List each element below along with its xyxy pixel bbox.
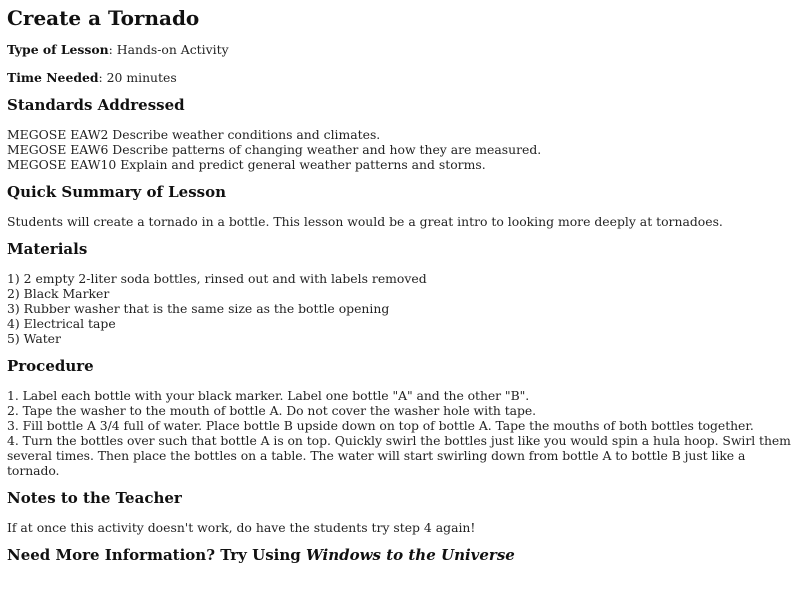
standard-item: MEGOSE EAW10 Explain and predict general weather patterns and storms. [7, 157, 486, 172]
time-needed-value: : 20 minutes [98, 70, 177, 85]
standards-list [7, 127, 793, 172]
summary-text: Students will create a tornado in a bottle. This lesson would be a great intro to looking more deeply at tornadoes. [7, 214, 723, 229]
more-info-prefix: Need More Information? Try Using [7, 546, 306, 564]
windows-to-the-universe-link[interactable]: Windows to the Universe [305, 546, 515, 564]
lesson-page [0, 6, 800, 565]
standard-item: MEGOSE EAW6 Describe patterns of changing weather and how they are measured. [7, 142, 542, 157]
material-item: 4) Electrical tape [7, 316, 116, 331]
notes-heading: Notes to the Teacher [7, 489, 182, 507]
standard-item: MEGOSE EAW2 Describe weather conditions and climates. [7, 127, 381, 142]
procedure-step: 3. Fill bottle A 3/4 full of water. Place bottle B upside down on top of bottle A. Tape the mouths of both bottles together. [7, 418, 754, 433]
material-item: 2) Black Marker [7, 286, 110, 301]
materials-heading: Materials [7, 240, 88, 258]
standards-heading: Standards Addressed [7, 96, 185, 114]
type-of-lesson [7, 42, 793, 57]
material-item: 3) Rubber washer that is the same size as the bottle opening [7, 301, 390, 316]
page-title: Create a Tornado [7, 6, 200, 30]
procedure-step: 2. Tape the washer to the mouth of bottle A. Do not cover the washer hole with tape. [7, 403, 537, 418]
type-of-lesson-value: : Hands-on Activity [108, 42, 229, 57]
procedure-list [7, 388, 793, 478]
notes-text: If at once this activity doesn't work, do have the students try step 4 again! [7, 520, 476, 535]
procedure-heading: Procedure [7, 357, 94, 375]
materials-list [7, 271, 793, 346]
material-item: 5) Water [7, 331, 61, 346]
procedure-step: 4. Turn the bottles over such that bottle A is on top. Quickly swirl the bottles just like you would spin a hula hoop. Swirl them several times. Then place the bottles on a table. The water will start swirling down from bottle A to bottle B just like a tornado. [7, 433, 791, 478]
procedure-step: 1. Label each bottle with your black marker. Label one bottle "A" and the other "B". [7, 388, 530, 403]
type-of-lesson-label: Type of Lesson [7, 42, 109, 57]
time-needed-label: Time Needed [7, 70, 99, 85]
material-item: 1) 2 empty 2-liter soda bottles, rinsed out and with labels removed [7, 271, 427, 286]
time-needed [7, 70, 793, 85]
more-info-heading [7, 545, 793, 565]
summary-heading: Quick Summary of Lesson [7, 183, 227, 201]
